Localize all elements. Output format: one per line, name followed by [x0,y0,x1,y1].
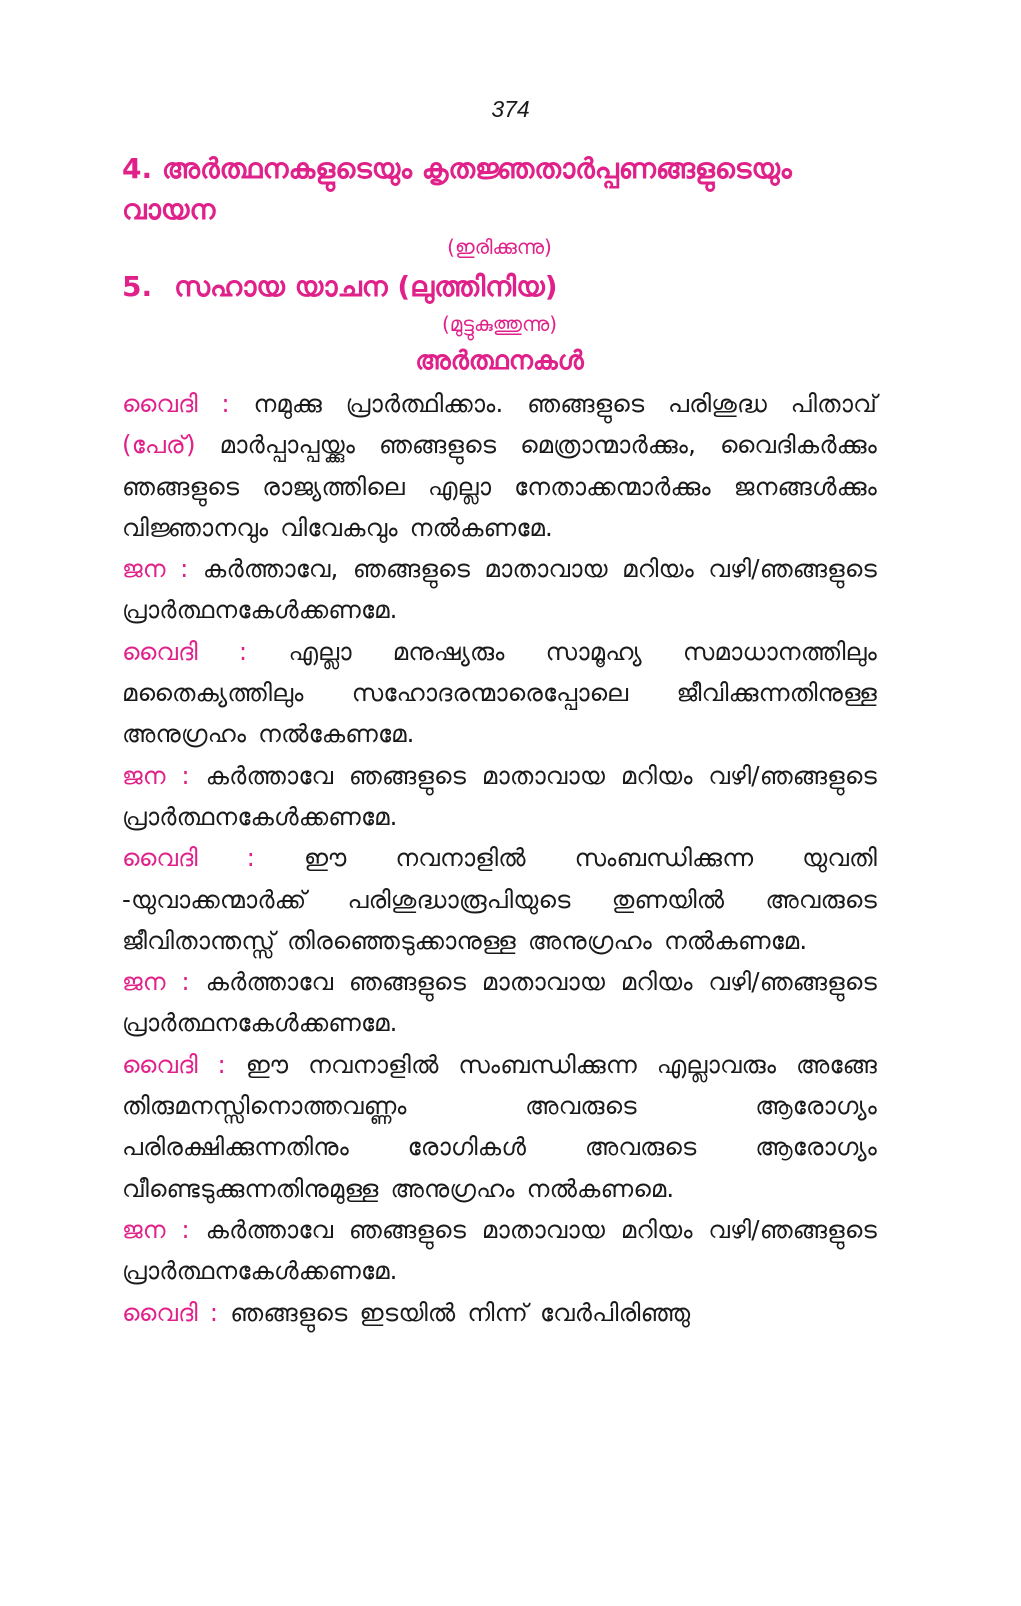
speaker-label: ജന : [122,554,189,584]
name-placeholder: (പേര്) [122,430,196,460]
line-text: കർത്താവേ ഞങ്ങളുടെ മാതാവായ മറിയം വഴി/ഞങ്ങളുടെ പ്രാർത്ഥനകേൾക്കണമേ. [122,967,877,1038]
section-5-heading [122,266,877,307]
section-4-posture: (ഇരിക്കുന്നു) [447,235,552,259]
line-text: കർത്താവേ ഞങ്ങളുടെ മാതാവായ മറിയം വഴി/ഞങ്ങളുടെ പ്രാർത്ഥനകേൾക്കണമേ. [122,760,877,831]
speaker-label: ജന : [122,1214,190,1244]
speaker-label: വൈദി : [122,1297,219,1327]
line-text: കർത്താവേ, ഞങ്ങളുടെ മാതാവായ മറിയം വഴി/ഞങ്ങളുടെ പ്രാർത്ഥനകേൾക്കണമേ. [122,554,877,625]
dialogue-line [122,837,877,961]
dialogue-line [122,1292,877,1333]
line-text: കർത്താവേ ഞങ്ങളുടെ മാതാവായ മറിയം വഴി/ഞങ്ങളുടെ പ്രാർത്ഥനകേൾക്കണമേ. [122,1214,877,1286]
speaker-label: വൈദി : [122,636,248,666]
section-4-heading [122,148,877,230]
section-4-title: അർത്ഥനകളുടെയും കൃതജ്ഞതാർപ്പണങ്ങളുടെയും വായന [122,152,792,226]
line-text: ഈ നവനാളിൽ സംബന്ധിക്കുന്ന യുവതി -യുവാക്കന്മാർക്ക് പരിശുദ്ധാരൂപിയുടെ തുണയിൽ അവരുടെ ജീവിതാന്തസ്സ് തിരഞ്ഞെടുക്കാനുള്ള അനുഗ്രഹം നൽകണമേ. [122,843,877,955]
dialogue-line [122,961,877,1044]
speaker-label: വൈദി : [122,843,256,873]
section-5-title: സഹായ യാചന (ലുത്തിനിയ) [174,270,558,303]
speaker-label: ജന : [122,967,190,997]
line-text: ഞങ്ങളുടെ ഇടയിൽ നിന്ന് വേർപിരിഞ്ഞു [230,1297,691,1327]
section-5-posture: (മുട്ടുകുത്തുന്നു) [441,312,558,336]
line-text: മാർപ്പാപ്പയ്ക്കും ഞങ്ങളുടെ മെത്രാന്മാർക്കും, വൈദികർക്കും ഞങ്ങളുടെ രാജ്യത്തിലെ എല്ലാ നേതാക്കന്മാർക്കും ജനങ്ങൾക്കും വിജ്ഞാനവും വിവേകവും നൽകണമേ. [122,430,877,542]
dialogue-line [122,755,877,838]
speaker-label: ജന : [122,760,190,790]
line-text: എല്ലാ മനുഷ്യരും സാമൂഹ്യ സമാധാനത്തിലും മതൈക്യത്തിലും സഹോദരന്മാരെപ്പോലെ ജീവിക്കുന്നതിനുള്ള അനുഗ്രഹം നൽകേണമേ. [122,636,877,749]
petitions-title: അർത്ഥനകൾ [415,346,584,376]
dialogue-line [122,1044,877,1209]
section-4-number: 4. [122,152,153,185]
page-content [122,148,877,1333]
dialogue-line [122,1209,877,1292]
speaker-label: വൈദി : [122,1049,227,1079]
section-5-number: 5. [122,270,153,303]
line-text: നമുക്കു പ്രാർത്ഥിക്കാം. ഞങ്ങളുടെ പരിശുദ്ധ പിതാവ് [253,389,877,418]
dialogue-line [122,548,877,631]
speaker-label: വൈദി : [122,389,230,418]
line-text: ഈ നവനാളിൽ സംബന്ധിക്കുന്ന എല്ലാവരും അങ്ങേ തിരുമനസ്സിനൊത്തവണ്ണം അവരുടെ ആരോഗ്യം പരിരക്ഷിക്കുന്നതിനും രോഗികൾ അവരുടെ ആരോഗ്യം വീണ്ടെടുക്കുന്നതിനുമുള്ള അനുഗ്രഹം നൽകണമെ. [122,1049,877,1203]
page-number: 374 [491,96,530,122]
dialogue-line [122,383,877,548]
dialogue-line [122,631,877,755]
